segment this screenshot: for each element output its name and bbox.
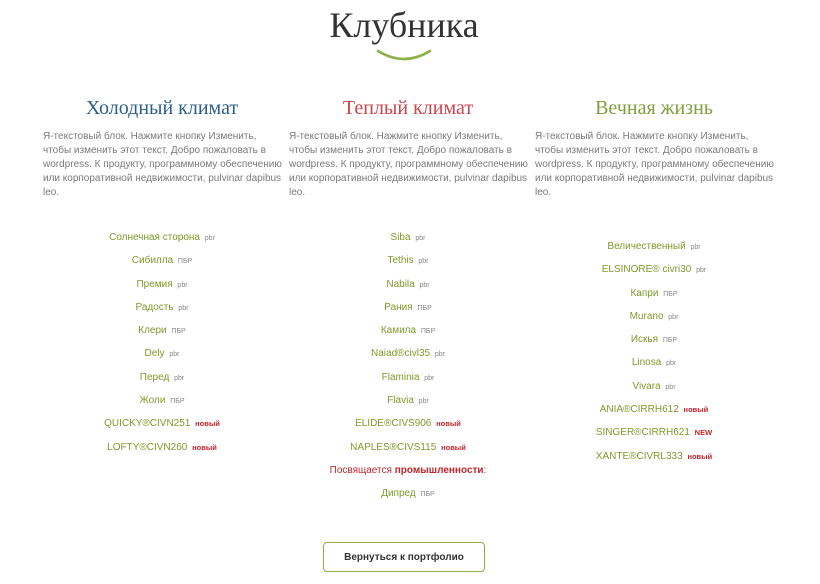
list-item (40, 230, 284, 253)
new-badge: новый (436, 419, 461, 429)
list-item (286, 346, 530, 369)
product-link[interactable]: Премия (136, 278, 173, 290)
column-heading: Вечная жизнь (595, 97, 713, 119)
product-link[interactable]: Солнечная сторона (109, 232, 200, 243)
list-item (286, 370, 530, 393)
product-link[interactable]: SINGER®CIRRH621 (595, 427, 690, 439)
product-link[interactable]: Vivara (632, 380, 661, 392)
list-item (286, 300, 530, 323)
product-link[interactable]: NAPLES®CIVS115 (350, 441, 437, 453)
new-badge: новый (195, 419, 220, 429)
list-item (532, 379, 776, 402)
list-item (532, 425, 776, 448)
product-link[interactable]: ANIA®CIRRH612 (599, 404, 679, 416)
list-item (532, 332, 776, 355)
list-item (532, 449, 776, 472)
product-link[interactable]: Linosa (631, 357, 662, 369)
pbr-tag: pbr (169, 351, 180, 359)
list-item (286, 323, 530, 346)
pbr-tag: pbr (434, 351, 445, 359)
product-link[interactable]: Tethis (387, 255, 414, 267)
page-title: Клубника (329, 5, 479, 45)
product-link[interactable]: Flaminia (381, 371, 420, 383)
list-item (286, 277, 530, 300)
column-eternal-life (532, 96, 776, 462)
product-list (532, 239, 776, 472)
product-link[interactable]: Капри (630, 287, 659, 299)
pbr-tag: pbr (665, 383, 676, 391)
product-link[interactable]: QUICKY®CIVN251 (104, 418, 191, 430)
pbr-tag: ПБР (420, 491, 435, 499)
list-item (532, 355, 776, 378)
list-item (532, 286, 776, 309)
list-item (532, 402, 776, 425)
dedication-suffix: : (483, 464, 487, 476)
pbr-tag: ПБР (417, 304, 432, 312)
pbr-tag: pbr (690, 244, 701, 251)
product-link[interactable]: ELIDE®CIVS906 (355, 418, 432, 430)
pbr-tag: pbr (174, 374, 185, 382)
product-link[interactable]: Сибилла (131, 255, 174, 267)
dedication-bold: промышленности (394, 464, 484, 476)
list-item (286, 463, 530, 486)
product-link[interactable]: Siba (390, 232, 411, 243)
pbr-tag: pbr (666, 360, 677, 368)
pbr-tag: pbr (204, 235, 215, 242)
pbr-tag: pbr (415, 235, 426, 242)
product-link[interactable]: Flavia (387, 395, 414, 407)
column-cold-climate (40, 96, 284, 453)
product-link[interactable]: LOFTY®CIVN260 (107, 441, 188, 453)
new-badge: новый (687, 451, 713, 461)
product-list (40, 230, 284, 463)
product-link[interactable]: ELSINORE® civri30 (601, 264, 692, 276)
product-link[interactable]: Рания (384, 301, 413, 313)
product-link[interactable]: Жоли (139, 395, 166, 407)
list-item (40, 370, 284, 393)
list-item (532, 262, 776, 285)
list-item (40, 323, 284, 346)
new-badge: новый (683, 405, 709, 415)
list-item (40, 300, 284, 323)
pbr-tag: pbr (419, 281, 430, 289)
pbr-tag: pbr (178, 304, 189, 312)
pbr-tag: ПБР (663, 290, 678, 298)
new-badge: новый (441, 442, 466, 452)
product-link[interactable]: Перед (139, 371, 170, 383)
list-item (532, 239, 776, 262)
list-item (40, 277, 284, 300)
column-description: Я-текстовый блок. Нажмите кнопку Изменить, чтобы изменить этот текст. Добро пожаловать в wordpress. К продукту, программному обеспечению или корпоративной недвижимости, pulvinar dapibus leo. (535, 131, 774, 198)
list-item (40, 253, 284, 276)
list-item (286, 393, 530, 416)
column-warm-climate (286, 96, 530, 500)
list-item (286, 416, 530, 439)
list-item (40, 346, 284, 369)
product-link[interactable]: Nabila (386, 278, 415, 290)
product-link[interactable]: Камила (380, 325, 417, 337)
product-list (286, 230, 530, 510)
new-badge: NEW (694, 428, 713, 438)
product-link[interactable]: Dely (144, 348, 165, 360)
pbr-tag: ПБР (177, 258, 193, 266)
product-link[interactable]: XANTE®CIVRL333 (595, 450, 683, 462)
pbr-tag: pbr (424, 374, 435, 382)
pbr-tag: ПБР (170, 398, 185, 406)
pbr-tag: pbr (668, 313, 679, 321)
column-heading: Теплый климат (342, 97, 474, 119)
smile-logo-icon (376, 49, 432, 63)
back-to-portfolio-button[interactable]: Вернуться к портфолио (323, 542, 485, 572)
list-item (40, 416, 284, 439)
pbr-tag: ПБР (171, 328, 186, 336)
pbr-tag: ПБР (420, 328, 436, 336)
list-item (532, 309, 776, 332)
column-heading: Холодный климат (85, 97, 239, 119)
list-item (286, 253, 530, 276)
pbr-tag: pbr (418, 258, 429, 266)
pbr-tag: pbr (418, 398, 429, 406)
product-link[interactable]: Дипред (381, 488, 416, 500)
dedication-text (330, 465, 487, 476)
product-link[interactable]: Величественный (607, 241, 686, 252)
product-link[interactable]: Naiad®civl35 (371, 348, 431, 360)
list-item (286, 230, 530, 253)
dedication-prefix: Посвящается (329, 464, 392, 476)
product-link[interactable]: Радость (135, 301, 174, 313)
column-description: Я-текстовый блок. Нажмите кнопку Изменить, чтобы изменить этот текст. Добро пожаловать в wordpress. К продукту, программному обеспечению или корпоративной недвижимости, pulvinar dapibus leo. (289, 131, 528, 198)
list-item (40, 440, 284, 463)
product-link[interactable]: Клери (138, 325, 167, 337)
list-item (286, 486, 530, 509)
new-badge: новый (192, 442, 217, 452)
column-description: Я-текстовый блок. Нажмите кнопку Изменить, чтобы изменить этот текст. Добро пожаловать в wordpress. К продукту, программному обеспечению или корпоративной недвижимости, pulvinar dapibus leo. (43, 131, 282, 198)
list-item (40, 393, 284, 416)
product-link[interactable]: Murano (629, 310, 664, 322)
list-item (286, 440, 530, 463)
pbr-tag: ПБР (662, 337, 678, 345)
pbr-tag: pbr (696, 267, 707, 275)
product-link[interactable]: Искья (630, 334, 659, 346)
pbr-tag: pbr (177, 281, 188, 289)
